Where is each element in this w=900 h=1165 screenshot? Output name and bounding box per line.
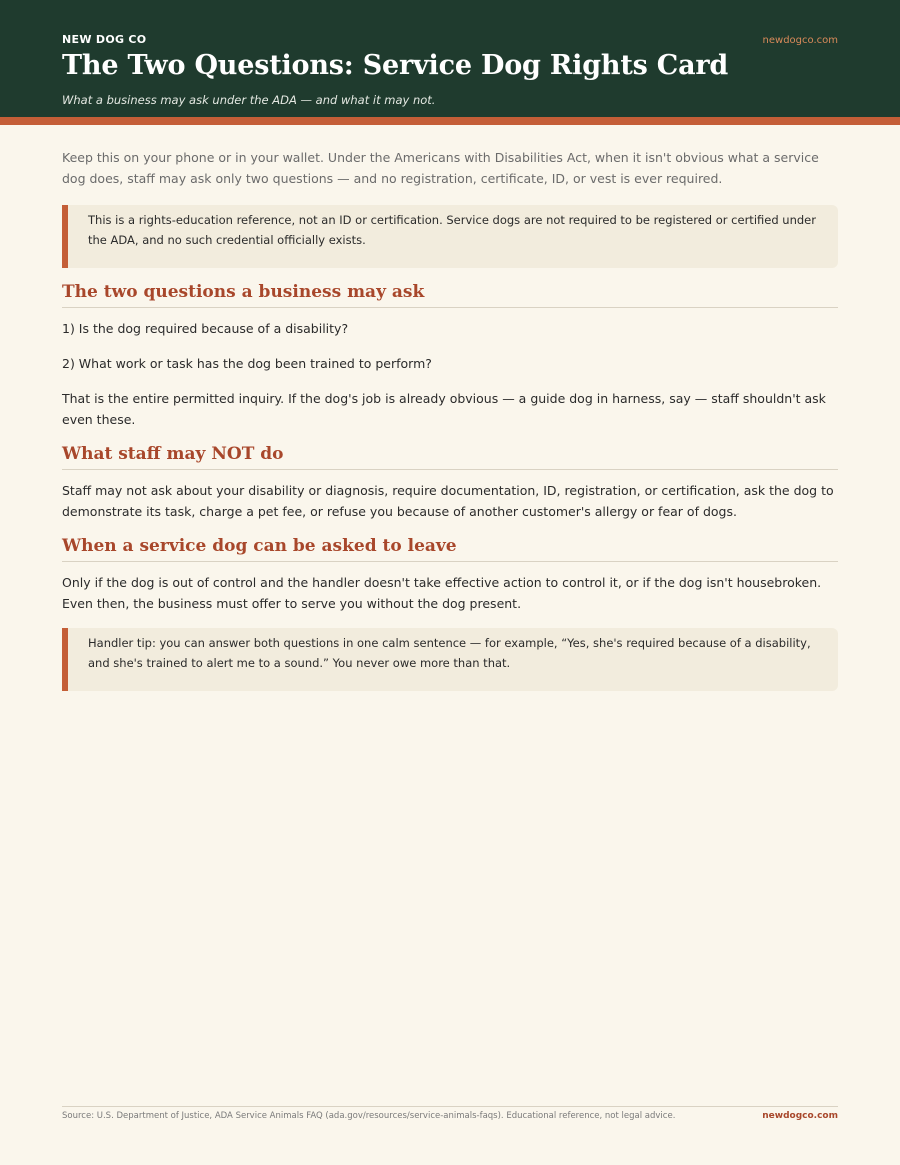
section-heading: What staff may NOT do <box>62 444 838 470</box>
main-content <box>0 125 900 691</box>
handler-tip-callout <box>62 628 838 691</box>
section-two-questions <box>62 282 838 430</box>
footer-source: Source: U.S. Department of Justice, ADA Service Animals FAQ (ada.gov/resources/service-animals-faqs). Educational reference, not legal advice. <box>62 1111 676 1121</box>
question-1: 1) Is the dog required because of a disability? <box>62 321 349 336</box>
accent-divider <box>0 117 900 125</box>
inquiry-note: That is the entire permitted inquiry. If the dog's job is already obvious — a guide dog in harness, say — staff shouldn't ask even these. <box>62 391 826 427</box>
section-body: Only if the dog is out of control and the handler doesn't take effective action to control it, or if the dog isn't housebroken. Even then, the business must offer to serve you without the dog present. <box>62 575 822 611</box>
page-title: The Two Questions: Service Dog Rights Card <box>62 50 729 81</box>
site-url-top[interactable]: newdogco.com <box>762 35 838 46</box>
page-subtitle: What a business may ask under the ADA — and what it may not. <box>62 93 436 107</box>
question-2: 2) What work or task has the dog been trained to perform? <box>62 356 432 371</box>
section-heading: The two questions a business may ask <box>62 282 838 308</box>
intro-paragraph: Keep this on your phone or in your wallet. Under the Americans with Disabilities Act, when it isn't obvious what a service dog does, staff may ask only two questions — and no registration, certificate, ID, or vest is ever required. <box>62 150 819 186</box>
page-header <box>0 0 900 117</box>
section-body: Staff may not ask about your disability or diagnosis, require documentation, ID, registration, or certification, ask the dog to demonstrate its task, charge a pet fee, or refuse you because of another customer's allergy or fear of dogs. <box>62 483 834 519</box>
footer-site-url[interactable]: newdogco.com <box>762 1111 838 1121</box>
section-asked-to-leave <box>62 536 838 614</box>
brand-name: NEW DOG CO <box>62 33 147 46</box>
handler-tip-text: Handler tip: you can answer both questions in one calm sentence — for example, “Yes, she's required because of a disability, and she's trained to alert me to a sound.” You never owe more than that. <box>88 636 811 670</box>
disclaimer-callout <box>62 205 838 268</box>
section-staff-may-not <box>62 444 838 522</box>
section-heading: When a service dog can be asked to leave <box>62 536 838 562</box>
page-footer <box>62 1106 838 1121</box>
disclaimer-text: This is a rights-education reference, not an ID or certification. Service dogs are not required to be registered or certified under the ADA, and no such credential officially exists. <box>88 213 816 247</box>
